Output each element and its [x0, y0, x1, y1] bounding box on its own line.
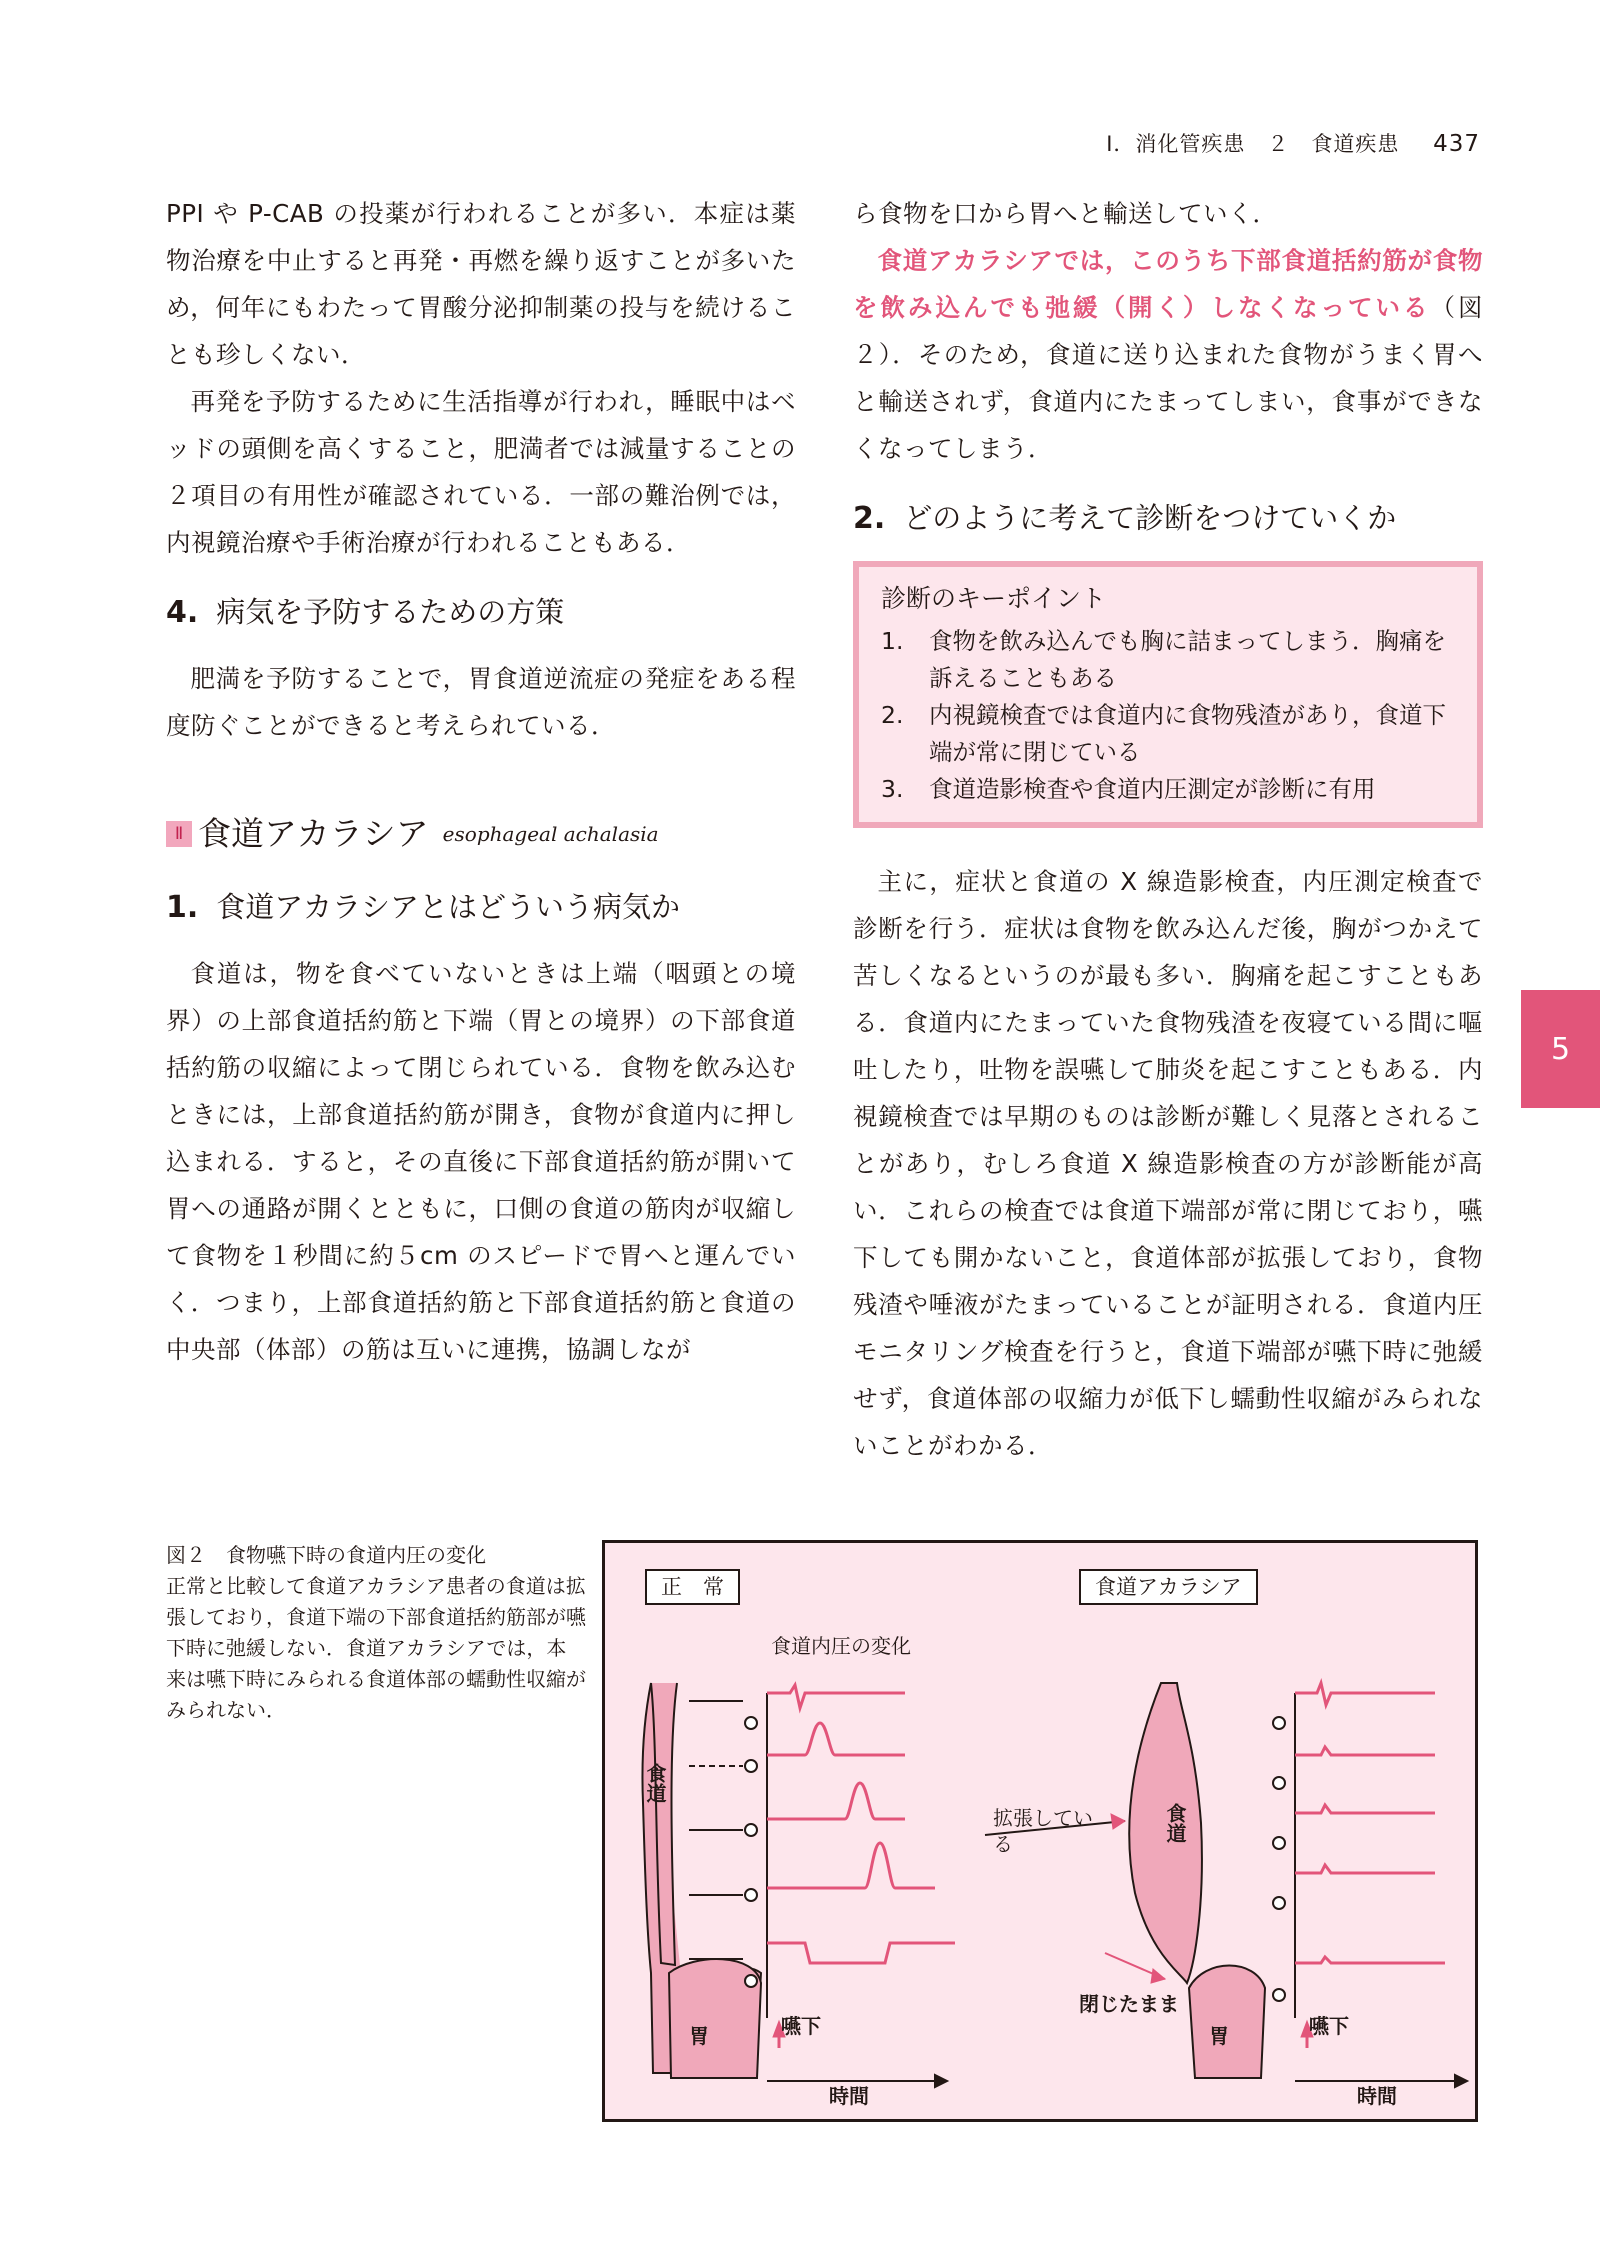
heading-text: 食道アカラシアとはどういう病気か	[216, 890, 680, 924]
achalasia-swallow-label: 嚥下	[1309, 2014, 1349, 2038]
paragraph-7: 主に，症状と食道の X 線造影検査，内圧測定検査で診断を行う．症状は食物を飲み込んだ後，胸がつかえて苦しくなるというのが最も多い．胸痛を起こすこともある．食道内にたまっていた食物残渣を夜寝ている間に嘔吐したり，吐物を誤嚥して肺炎を起こすこともある．内視鏡検査では早期のものは診断が難しく見落とされることがあり，むしろ食道 X 線造影検査の方が診断能が高い．これらの検査では食道下端部が常に閉じており，嚥下しても開かないこと，食道体部が拡張しており，食物残渣や唾液がたまっていることが証明される．食道内圧モニタリング検査を行うと，食道下端部が嚥下時に弛緩せず，食道体部の収縮力が低下し蠕動性収縮がみられないことがわかる．	[853, 867, 1483, 1460]
section-title-text: 食道アカラシア	[198, 814, 429, 853]
figure-reference: （図２）	[853, 293, 1483, 369]
paragraph-6-rest: ．そのため，食道に送り込まれた食物がうまく胃へと輸送されず，食道内にたまってしまい，食事ができなくなってしまう．	[853, 340, 1483, 463]
figure-caption-body: 正常と比較して食道アカラシア患者の食道は拡張しており，食道下端の下部食道括約筋部が嚥下時に弛緩しない．食道アカラシアでは，本来は嚥下時にみられる食道体部の蠕動性収縮がみられない．	[166, 1574, 586, 1722]
right-column	[853, 190, 1483, 1469]
heading-diagnosis	[853, 498, 1483, 539]
list-item: 2. 内視鏡検査では食道内に食物残渣があり，食道下端が常に閉じている	[881, 701, 1446, 766]
emphasis-text: 食道アカラシアでは，このうち下部食道括約筋が食物を飲み込んでも弛緩（開く）しなくなっている	[853, 246, 1483, 322]
achalasia-time-label: 時間	[1357, 2084, 1397, 2108]
page-number: 437	[1433, 131, 1480, 157]
section-title-achalasia	[166, 811, 796, 857]
heading-prevention	[166, 592, 796, 633]
running-title: Ⅰ．消化管疾患 ２ 食道疾患	[1106, 132, 1400, 156]
paragraph-6	[853, 237, 1483, 472]
heading-number: 4.	[166, 595, 199, 630]
section-title-english: esophageal achalasia	[442, 822, 659, 846]
chapter-tab: 5	[1521, 990, 1600, 1108]
closed-label: 閉じたまま	[1079, 1992, 1179, 2016]
normal-label: 正 常	[645, 1569, 740, 1605]
heading-text: 病気を予防するための方策	[216, 595, 565, 629]
heading-text: どのように考えて診断をつけていくか	[903, 501, 1397, 535]
paragraph-4: 食道は，物を食べていないときは上端（咽頭との境界）の上部食道括約筋と下端（胃との境界）の下部食道括約筋の収縮によって閉じられている．食物を飲み込むときには，上部食道括約筋が開き，食物が食道内に押し込まれる．すると，その直後に下部食道括約筋が開いて胃への通路が開くとともに，口側の食道の筋肉が収縮して食物を１秒間に約５cm のスピードで胃へと運んでいく．つまり，上部食道括約筋と下部食道括約筋と食道の中央部（体部）の筋は互いに連携，協調しなが	[166, 959, 796, 1364]
list-item: 3. 食道造影検査や食道内圧測定が診断に有用	[881, 775, 1376, 803]
key-points-box	[853, 561, 1483, 828]
paragraph-3: 肥満を予防することで，胃食道逆流症の発症をある程度防ぐことができると考えられている．	[166, 664, 796, 740]
achalasia-stomach-label: 胃	[1209, 2024, 1229, 2048]
normal-stomach-label: 胃	[689, 2024, 709, 2048]
figure-2-diagram	[602, 1540, 1478, 2122]
achalasia-esophagus-label: 食道	[1163, 1803, 1187, 1843]
heading-number: 2.	[853, 501, 886, 536]
normal-time-label: 時間	[829, 2084, 869, 2108]
key-points-list	[881, 623, 1455, 808]
running-header	[1106, 128, 1480, 158]
achalasia-stomach-shape	[1189, 1966, 1265, 2079]
left-column	[166, 190, 796, 1373]
key-points-title: 診断のキーポイント	[881, 584, 1107, 613]
paragraph-5: ら食物を口から胃へと輸送していく．	[853, 199, 1278, 228]
pressure-change-label: 食道内圧の変化	[771, 1634, 911, 1658]
section-mark-icon: Ⅱ	[166, 821, 192, 847]
paragraph-1: PPI や P-CAB の投薬が行われることが多い．本症は薬物治療を中止すると再発・再燃を繰り返すことが多いため，何年にもわたって胃酸分泌抑制薬の投与を続けることも珍しくない．	[166, 199, 796, 369]
heading-what-is	[166, 887, 796, 928]
normal-swallow-label: 嚥下	[781, 2014, 821, 2038]
achalasia-label: 食道アカラシア	[1079, 1569, 1258, 1605]
paragraph-2: 再発を予防するために生活指導が行われ，睡眠中はベッドの頭側を高くすること，肥満者では減量することの２項目の有用性が確認されている．一部の難治例では，内視鏡治療や手術治療が行われることもある．	[166, 387, 796, 557]
heading-number: 1.	[166, 890, 199, 925]
normal-esophagus-label: 食道	[643, 1763, 667, 1803]
figure-caption-title: 図２ 食物嚥下時の食道内圧の変化	[166, 1543, 486, 1567]
list-item: 1. 食物を飲み込んでも胸に詰まってしまう．胸痛を訴えることもある	[881, 627, 1446, 692]
dilated-label: 拡張している	[993, 1806, 1093, 1856]
figure-caption	[166, 1540, 586, 1726]
